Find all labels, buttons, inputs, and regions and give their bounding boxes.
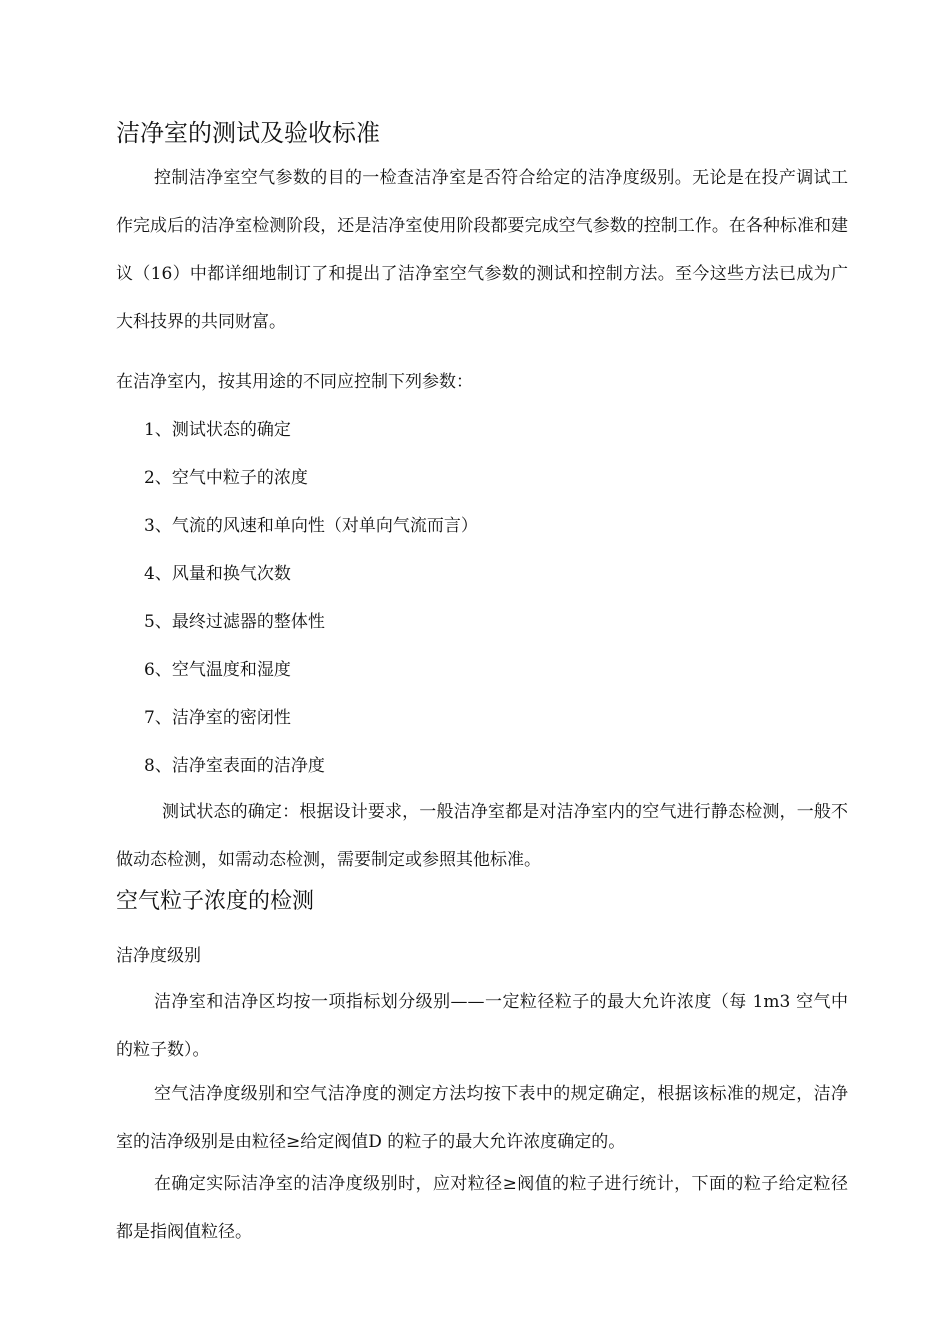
intro-paragraph: 控制洁净室空气参数的目的一检查洁净室是否符合给定的洁净度级别。无论是在投产调试工作完成后的洁净室检测阶段，还是洁净室使用阶段都要完成空气参数的控制工作。在各种标准和建议（16）中都详细地制订了和提出了洁净室空气参数的测试和控制方法。至今这些方法已成为广大科技界的共同财富。 xyxy=(116,168,848,332)
list-item: 6、空气温度和湿度 xyxy=(144,660,291,680)
body-paragraph: 在确定实际洁净室的洁净度级别时，应对粒径≥阀值的粒子进行统计，下面的粒子给定粒径都是指阀值粒径。 xyxy=(116,1174,848,1242)
section-heading: 空气粒子浓度的检测 xyxy=(116,889,315,914)
list-item: 3、气流的风速和单向性（对单向气流而言） xyxy=(144,516,478,536)
list-item: 4、风量和换气次数 xyxy=(144,564,291,584)
page-title: 洁净室的测试及验收标准 xyxy=(116,119,380,147)
list-intro: 在洁净室内，按其用途的不同应控制下列参数： xyxy=(116,372,473,392)
list-item: 8、洁净室表面的洁净度 xyxy=(144,756,325,776)
test-state-paragraph: 测试状态的确定：根据设计要求，一般洁净室都是对洁净室内的空气进行静态检测，一般不做动态检测，如需动态检测，需要制定或参照其他标准。 xyxy=(116,802,848,870)
list-item: 5、最终过滤器的整体性 xyxy=(144,612,325,632)
list-item: 2、空气中粒子的浓度 xyxy=(144,468,308,488)
list-item: 1、测试状态的确定 xyxy=(144,420,291,440)
body-paragraph: 洁净室和洁净区均按一项指标划分级别——一定粒径粒子的最大允许浓度（每 1m3 空气中的粒子数）。 xyxy=(116,992,848,1060)
subsection-heading: 洁净度级别 xyxy=(116,946,201,966)
list-item: 7、洁净室的密闭性 xyxy=(144,708,291,728)
body-paragraph: 空气洁净度级别和空气洁净度的测定方法均按下表中的规定确定，根据该标准的规定，洁净室的洁净级别是由粒径≥给定阀值D 的粒子的最大允许浓度确定的。 xyxy=(116,1084,848,1152)
